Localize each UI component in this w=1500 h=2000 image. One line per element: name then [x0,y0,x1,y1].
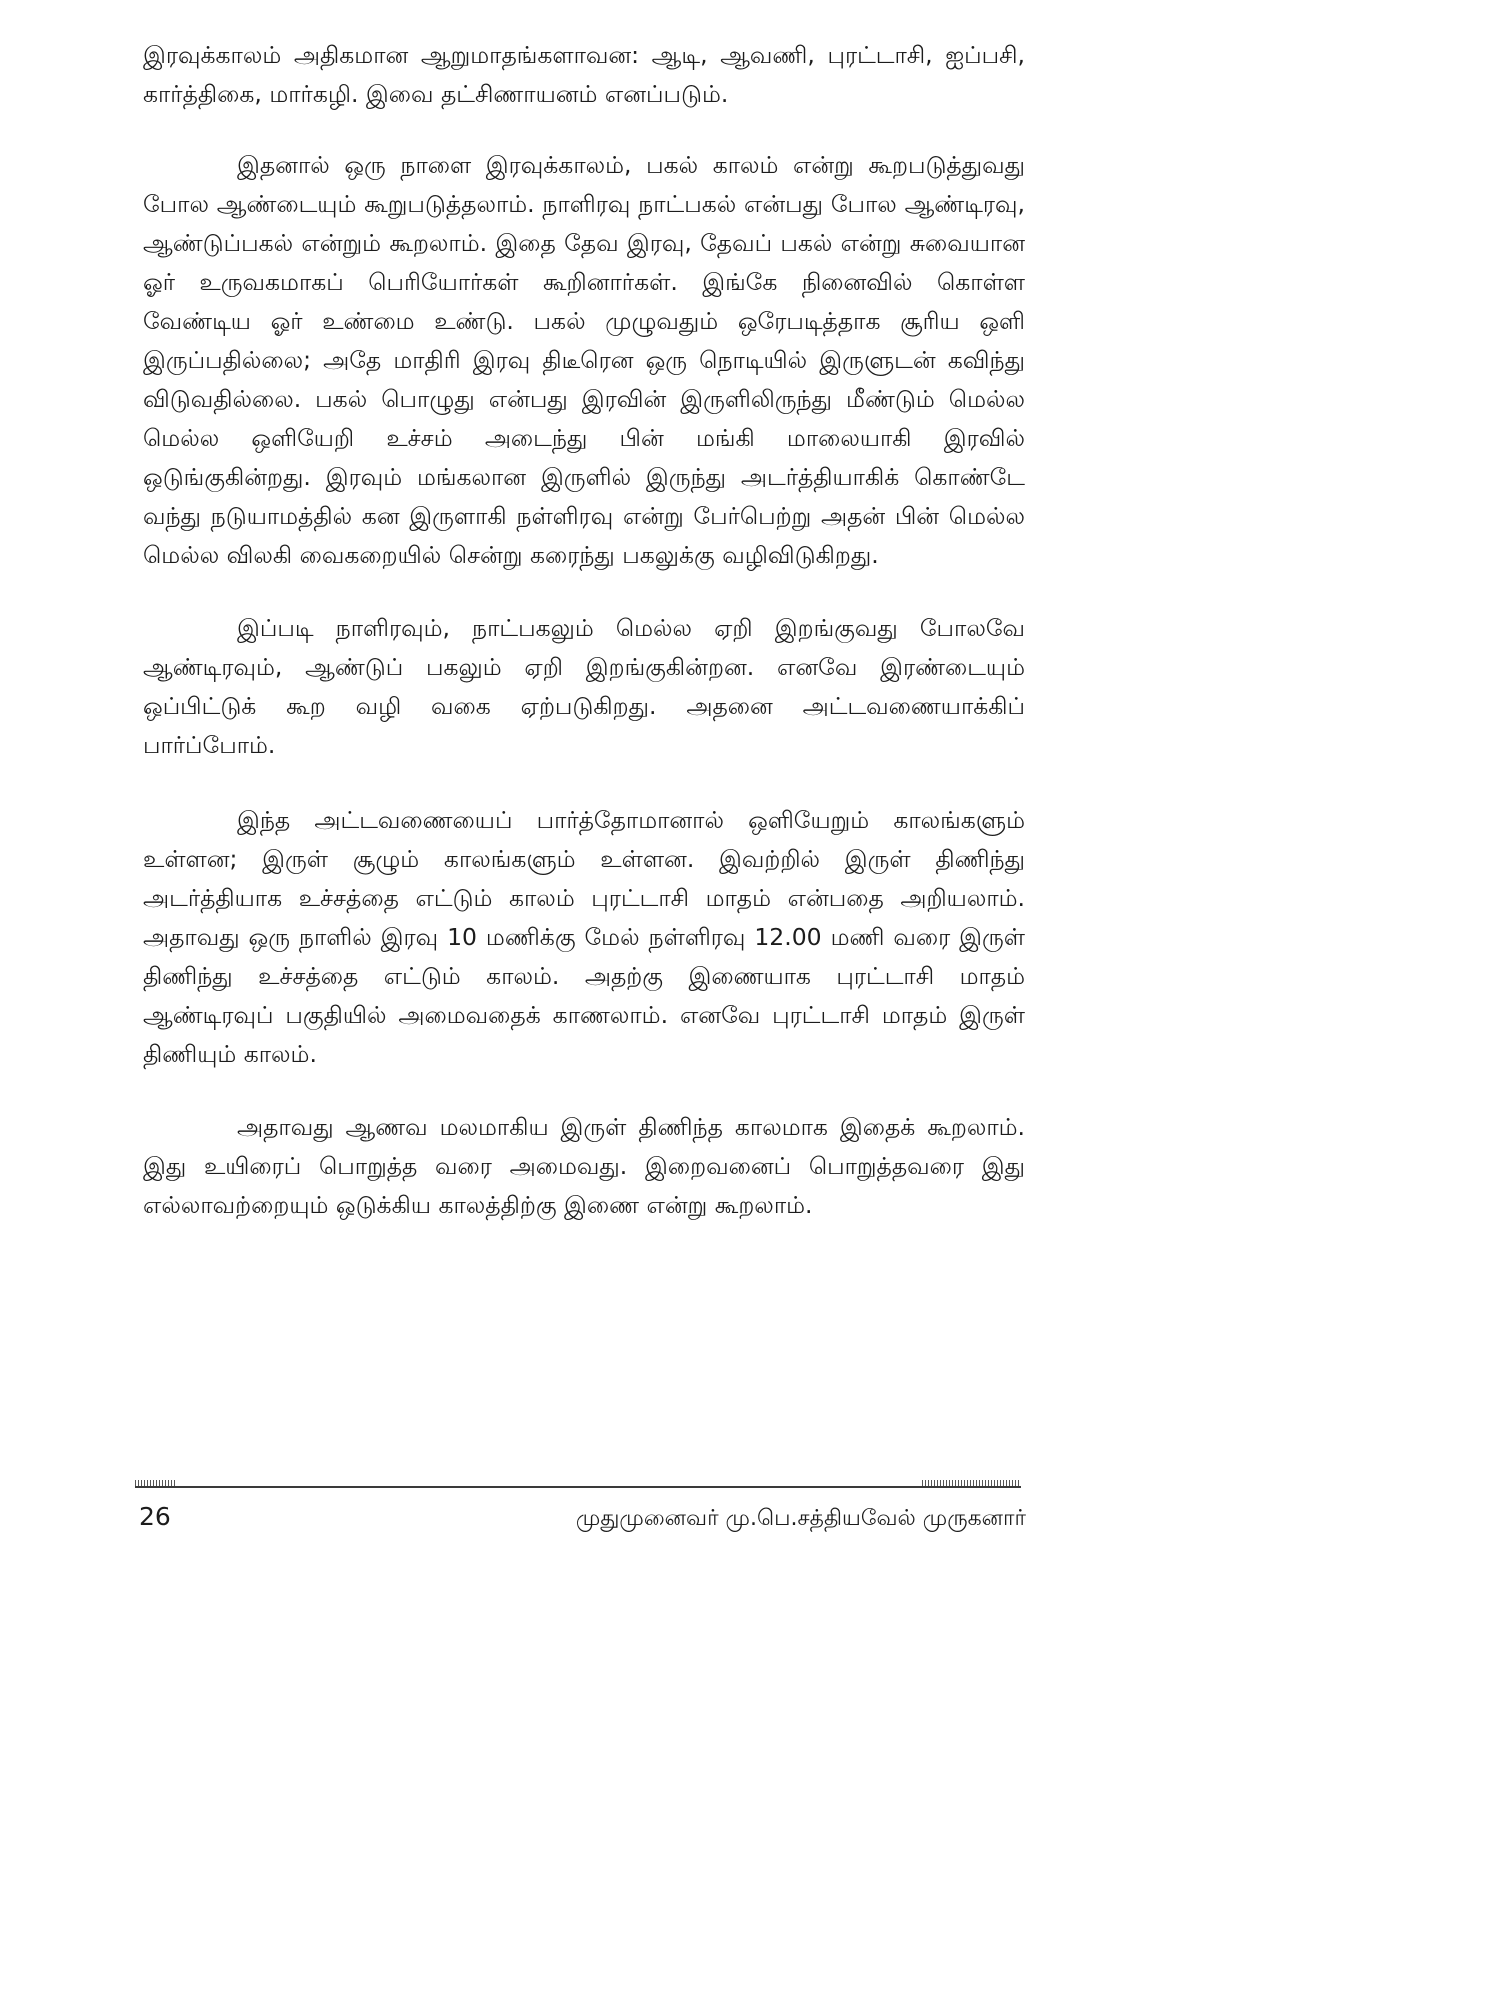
running-footer-title: முதுமுனைவர் மு.பெ.சத்தியவேல் முருகனார் [575,1506,1026,1531]
paragraph-3: இப்படி நாளிரவும், நாட்பகலும் மெல்ல ஏறி இறங்குவது போலவே ஆண்டிரவும், ஆண்டுப் பகலும் ஏறி இறங்குகின்றன. எனவே இரண்டையும் ஒப்பிட்டுக் கூற வழி வகை ஏற்படுகிறது. அதனை அட்டவணையாக்கிப் பார்ப்போம். [143,614,1025,759]
footer-rule [135,1486,1021,1488]
paragraph-2: இதனால் ஒரு நாளை இரவுக்காலம், பகல் காலம் என்று கூறபடுத்துவது போல ஆண்டையும் கூறுபடுத்தலாம். நாளிரவு நாட்பகல் என்பது போல ஆண்டிரவு, ஆண்டுப்பகல் என்றும் கூறலாம். இதை தேவ இரவு, தேவப் பகல் என்று சுவையான ஓர் உருவகமாகப் பெரியோர்கள் கூறினார்கள். இங்கே நினைவில் கொள்ள வேண்டிய ஓர் உண்மை உண்டு. பகல் முழுவதும் ஒரேபடித்தாக சூரிய ஒளி இருப்பதில்லை; அதே மாதிரி இரவு திடீரென ஒரு நொடியில் இருளுடன் கவிந்து விடுவதில்லை. பகல் பொழுது என்பது இரவின் இருளிலிருந்து மீண்டும் மெல்ல மெல்ல ஒளியேறி உச்சம் அடைந்து பின் மங்கி மாலையாகி இரவில் ஒடுங்குகின்றது. இரவும் மங்கலான இருளில் இருந்து அடர்த்தியாகிக் கொண்டே வந்து நடுயாமத்தில் கன இருளாகி நள்ளிரவு என்று பேர்பெற்று அதன் பின் மெல்ல மெல்ல விலகி வைகறையில் சென்று கரைந்து பகலுக்கு வழிவிடுகிறது. [143,151,1025,569]
page-body [143,36,1025,1225]
paragraph-1: இரவுக்காலம் அதிகமான ஆறுமாதங்களாவன: ஆடி, ஆவணி, புரட்டாசி, ஐப்பசி, கார்த்திகை, மார்கழி. இவை தட்சிணாயனம் எனப்படும். [143,41,1025,108]
paragraph-4: இந்த அட்டவணையைப் பார்த்தோமானால் ஒளியேறும் காலங்களும் உள்ளன; இருள் சூழும் காலங்களும் உள்ளன. இவற்றில் இருள் திணிந்து அடர்த்தியாக உச்சத்தை எட்டும் காலம் புரட்டாசி மாதம் என்பதை அறியலாம். அதாவது ஒரு நாளில் இரவு 10 மணிக்கு மேல் நள்ளிரவு 12.00 மணி வரை இருள் திணிந்து உச்சத்தை எட்டும் காலம். அதற்கு இணையாக புரட்டாசி மாதம் ஆண்டிரவுப் பகுதியில் அமைவதைக் காணலாம். எனவே புரட்டாசி மாதம் இருள் திணியும் காலம். [143,806,1025,1068]
paragraph-5: அதாவது ஆணவ மலமாகிய இருள் திணிந்த காலமாக இதைக் கூறலாம். இது உயிரைப் பொறுத்த வரை அமைவது. இறைவனைப் பொறுத்தவரை இது எல்லாவற்றையும் ஒடுக்கிய காலத்திற்கு இணை என்று கூறலாம். [143,1113,1025,1219]
page-number: 26 [139,1502,171,1531]
